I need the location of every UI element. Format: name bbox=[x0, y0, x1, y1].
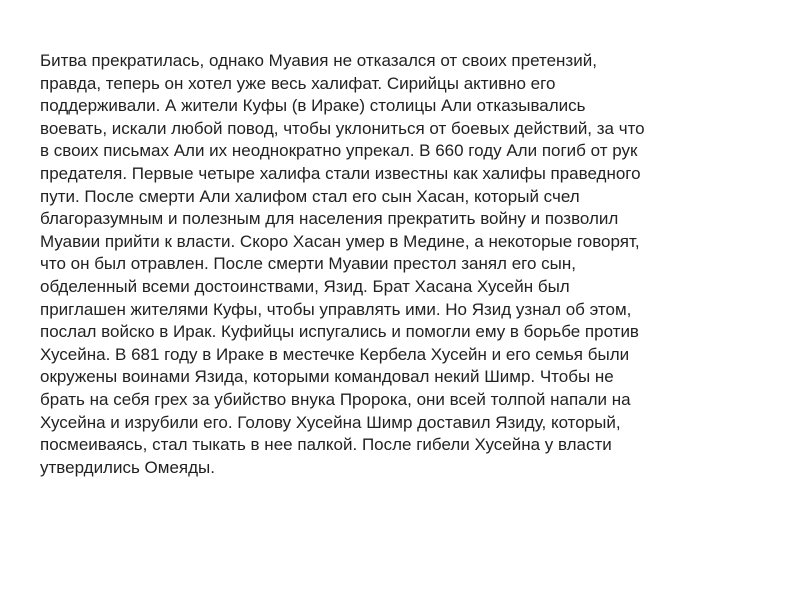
text-line: обделенный всеми достоинствами, Язид. Брат Хасана Хусейн был bbox=[40, 276, 570, 296]
text-line: воевать, искали любой повод, чтобы уклониться от боевых действий, за что bbox=[40, 118, 645, 138]
text-line: Битва прекратилась, однако Муавия не отказался от своих претензий, bbox=[40, 51, 597, 70]
body-text bbox=[40, 50, 760, 479]
text-line: предателя. Первые четыре халифа стали известны как халифы праведного bbox=[40, 163, 641, 183]
text-line: посмеиваясь, стал тыкать в нее палкой. После гибели Хусейна у власти bbox=[40, 435, 612, 455]
text-line: правда, теперь он хотел уже весь халифат. Сирийцы активно его bbox=[40, 73, 556, 93]
text-line: приглашен жителями Куфы, чтобы управлять ими. Но Язид узнал об этом, bbox=[40, 299, 632, 319]
text-line: Хусейна. В 681 году в Ираке в местечке Кербела Хусейн и его семья были bbox=[40, 344, 630, 364]
text-line: поддерживали. А жители Куфы (в Ираке) столицы Али отказывались bbox=[40, 96, 586, 116]
text-line: послал войско в Ирак. Куфийцы испугались и помогли ему в борьбе против bbox=[40, 322, 639, 342]
text-line: в своих письмах Али их неоднократно упрекал. В 660 году Али погиб от рук bbox=[40, 141, 638, 161]
text-line: окружены воинами Язида, которыми командовал некий Шимр. Чтобы не bbox=[40, 367, 614, 387]
text-line: пути. После смерти Али халифом стал его сын Хасан, который счел bbox=[40, 186, 580, 206]
text-line: благоразумным и полезным для населения прекратить войну и позволил bbox=[40, 209, 619, 229]
text-line: Муавии прийти к власти. Скоро Хасан умер в Медине, а некоторые говорят, bbox=[40, 231, 640, 251]
text-line: Хусейна и изрубили его. Голову Хусейна Шимр доставил Язиду, который, bbox=[40, 412, 621, 432]
text-line: утвердились Омеяды. bbox=[40, 457, 215, 477]
text-line: брать на себя грех за убийство внука Пророка, они всей толпой напали на bbox=[40, 389, 631, 409]
text-line: что он был отравлен. После смерти Муавии престол занял его сын, bbox=[40, 254, 576, 274]
